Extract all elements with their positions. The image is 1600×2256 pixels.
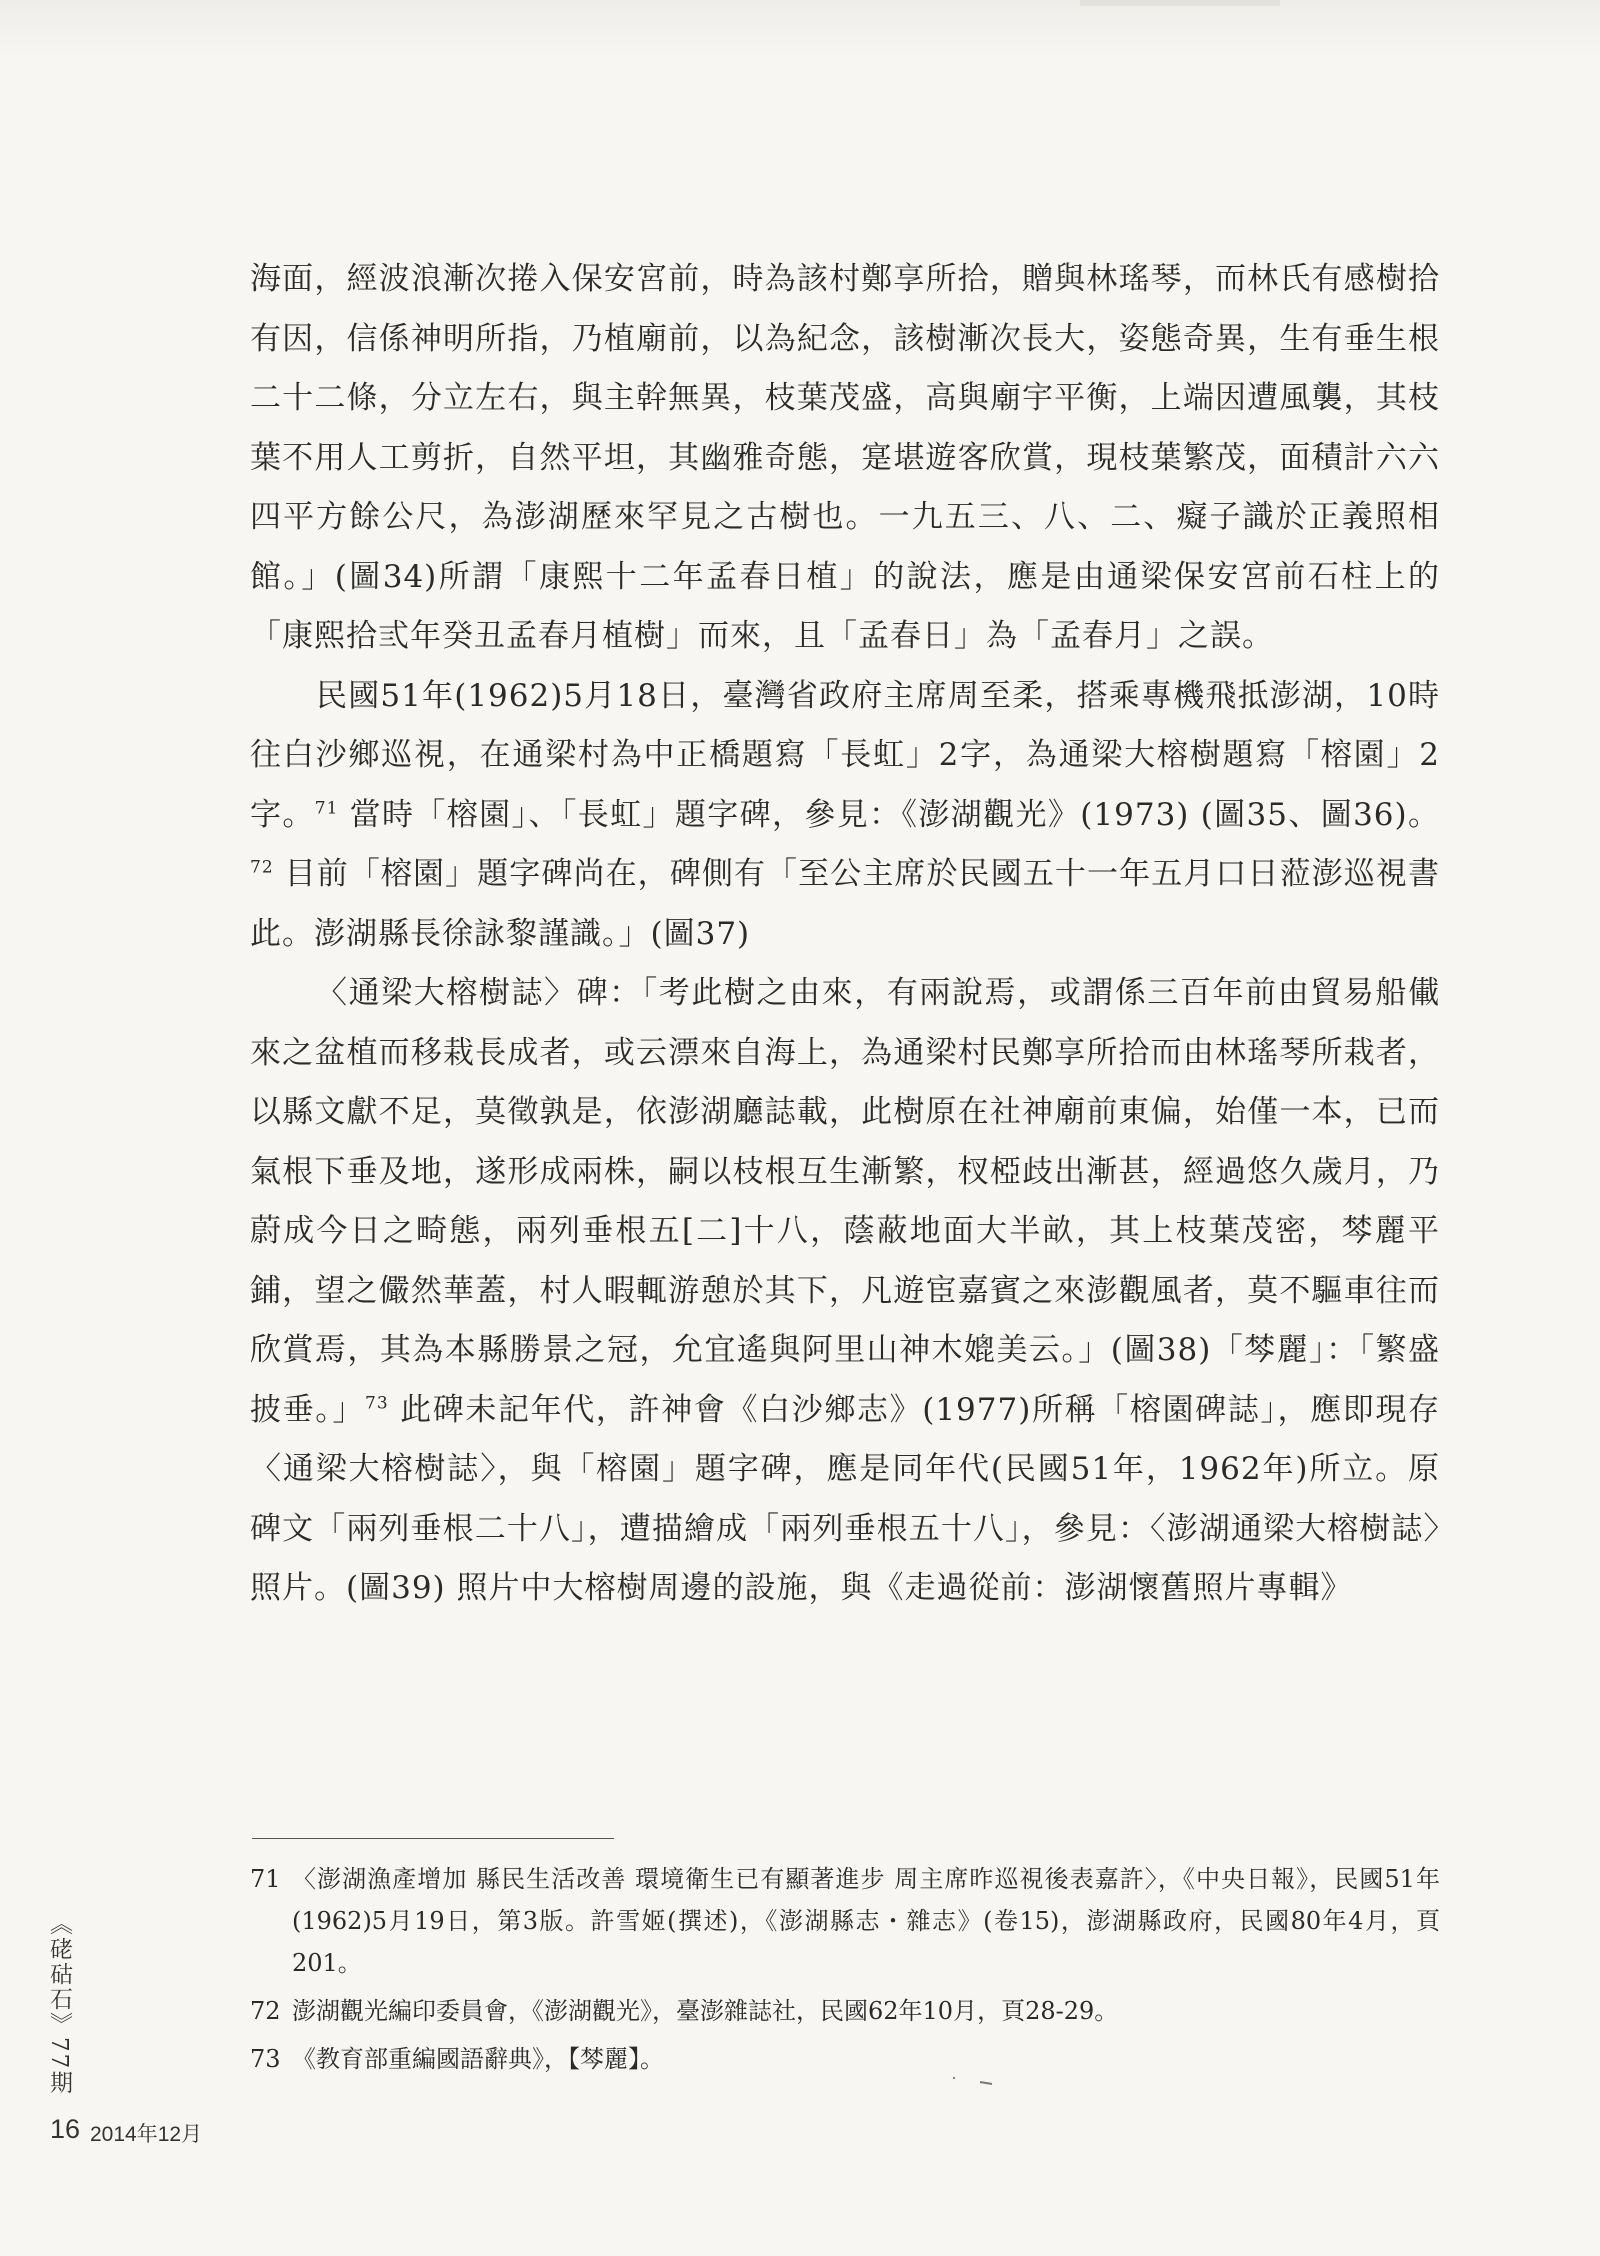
footnote-text: 〈澎湖漁產增加 縣民生活改善 環境衛生已有顯著進步 周主席昨巡視後表嘉許〉，《中央日報》，民國51年(1962)5月19日，第3版。許雪姬(撰述)，《澎湖縣志・雜志》(卷15)，澎湖縣政府，民國80年4月，頁201。	[292, 1865, 1440, 1977]
page-number: 16	[50, 2114, 81, 2144]
paragraph-3-part-b: 此碑未記年代，許神會《白沙鄉志》(1977)所稱「榕園碑誌」，應即現存〈通梁大榕樹誌〉，與「榕園」題字碑，應是同年代(民國51年，1962年)所立。原碑文「兩列垂根二十八」，遭描繪成「兩列垂根五十八」，參見：〈澎湖通梁大榕樹誌〉照片。(圖39) 照片中大榕樹周邊的設施，與《走過從前：澎湖懷舊照片專輯》	[250, 1391, 1441, 1606]
paragraph-2-part-b: 當時「榕園」、「長虹」題字碑，參見：《澎湖觀光》(1973) (圖35、圖36)。	[338, 796, 1440, 833]
footnotes	[250, 1858, 1440, 2086]
main-text	[250, 250, 1440, 1619]
footnote-number: 71	[250, 1865, 281, 1893]
issue-date: 2014年12月	[90, 2123, 203, 2146]
footnote-71	[250, 1858, 1440, 1984]
footnote-text: 《教育部重編國語辭典》，【棽麗】。	[292, 2045, 664, 2073]
footnote-ref-72[interactable]: 72	[250, 857, 274, 878]
paragraph-3-part-a: 〈通梁大榕樹誌〉碑：「考此樹之由來，有兩說焉，或謂係三百年前由貿易船儎來之盆植而移栽長成者，或云漂來自海上，為通梁村民鄭享所拾而由林瑤琴所栽者，以縣文獻不足，莫徵孰是，依澎湖廳誌載，此樹原在社神廟前東偏，始僅一本，已而氣根下垂及地，遂形成兩株，嗣以枝根互生漸繁，杈椏歧出漸甚，經過悠久歲月，乃蔚成今日之畸態，兩列垂根五[二]十八，蔭蔽地面大半畝，其上枝葉茂密，棽麗平鋪，望之儼然華蓋，村人暇輒游憩於其下，凡遊宦嘉賓之來澎觀風者，莫不驅車往而欣賞焉，其為本縣勝景之冠，允宜遙與阿里山神木媲美云。」(圖38)「棽麗」：「繁盛披垂。」	[250, 975, 1440, 1428]
footnote-number: 72	[250, 1997, 281, 2025]
paragraph-2	[250, 667, 1440, 965]
footnote-73	[250, 2038, 1440, 2080]
scan-mark	[1080, 0, 1280, 6]
paragraph-1: 海面，經波浪漸次捲入保安宮前，時為該村鄭享所拾，贈與林瑤琴，而林氏有感樹拾有因，信係神明所指，乃植廟前，以為紀念，該樹漸次長大，姿態奇異，生有垂生根二十二條，分立左右，與主幹無異，枝葉茂盛，高與廟宇平衡，上端因遭風襲，其枝葉不用人工剪折，自然平坦，其幽雅奇態，寔堪遊客欣賞，現枝葉繁茂，面積計六六四平方餘公尺，為澎湖歷來罕見之古樹也。一九五三、八、二、癡子識於正義照相館。」(圖34)所謂「康熙十二年孟春日植」的說法，應是由通梁保安宮前石柱上的「康熙拾弎年癸丑孟春月植樹」而來，且「孟春日」為「孟春月」之誤。	[250, 261, 1440, 654]
footnote-divider	[252, 1838, 614, 1839]
scan-top-edge	[0, 0, 1600, 60]
footnote-number: 73	[250, 2045, 281, 2073]
footnote-ref-71[interactable]: 71	[314, 798, 339, 819]
paragraph-2-part-a: 民國51年(1962)5月18日，臺灣省政府主席周至柔，搭乘專機飛抵澎湖，10時往白沙鄉巡視，在通梁村為中正橋題寫「長虹」2字，為通梁大榕樹題寫「榕園」2字。	[250, 677, 1440, 833]
journal-issue-label: 《硓𥑮石》77期	[46, 1912, 72, 2096]
paragraph-3	[250, 964, 1440, 1619]
paragraph-2-part-c: 目前「榕園」題字碑尚在，碑側有「至公主席於民國五十一年五月口日蒞澎巡視書此。澎湖縣長徐詠黎謹識。」(圖37)	[250, 856, 1440, 952]
footnote-text: 澎湖觀光編印委員會，《澎湖觀光》，臺澎雜誌社，民國62年10月，頁28-29。	[292, 1997, 1119, 2025]
scan-specks	[950, 2070, 1010, 2090]
footnote-ref-73[interactable]: 73	[365, 1393, 389, 1414]
footnote-72	[250, 1990, 1440, 2032]
